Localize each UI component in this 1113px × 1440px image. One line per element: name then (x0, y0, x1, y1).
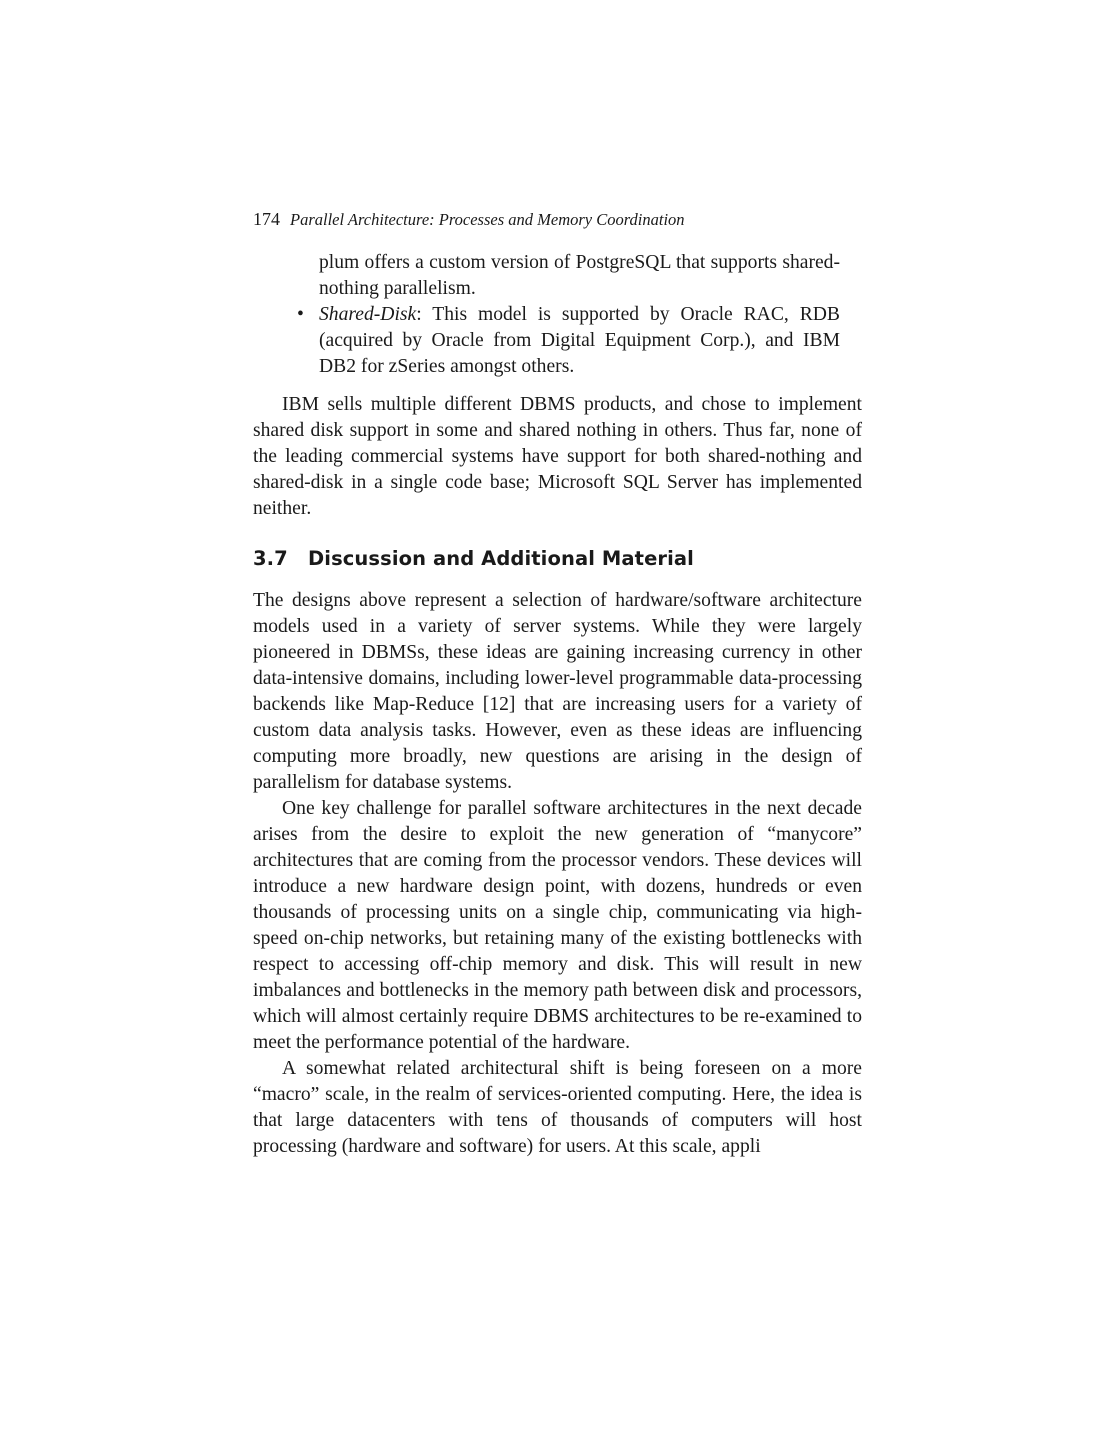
paragraph-ibm: IBM sells multiple different DBMS products, and chose to implement shared disk support in some and shared nothing in others. Thus far, none of the leading commercial systems have support for both shared-nothing and shared-disk in a single code base; Microsoft SQL Server has implemented neither. (253, 394, 862, 519)
paragraph-designs: The designs above represent a selection of hardware/software architecture models used in a variety of server systems. While they were largely pioneered in DBMSs, these ideas are gaining increasing currency in other data-intensive domains, including lower-level programmable data-processing backends like Map-Reduce [12] that are increasing users for a variety of custom data analysis tasks. However, even as these ideas are influencing computing more broadly, new questions are arising in the design of parallelism for database systems. (253, 590, 862, 793)
page (253, 206, 862, 1160)
bullet-item-shared-disk (253, 302, 840, 380)
bullet-icon: • (297, 304, 304, 325)
continuation-text: plum offers a custom version of PostgreSQL that supports shared-nothing parallelism. (319, 252, 840, 299)
running-title: Parallel Architecture: Processes and Memory Coordination (290, 210, 685, 229)
bullet-term: Shared-Disk (319, 304, 417, 325)
running-header (253, 206, 862, 232)
paragraph-manycore: One key challenge for parallel software architectures in the next decade arises from the desire to exploit the new generation of “manycore” architectures that are coming from the processor vendors. These devices will introduce a new hardware design point, with dozens, hundreds or even thousands of processing units on a single chip, communicating via high-speed on-chip networks, but retaining many of the existing bottlenecks with respect to accessing off-chip memory and disk. This will result in new imbalances and bottlenecks in the memory path between disk and processors, which will almost certainly require DBMS architectures to be re-examined to meet the performance potential of the hardware. (253, 798, 862, 1053)
page-number: 174 (253, 209, 280, 229)
section-heading (253, 546, 862, 572)
section-title: Discussion and Additional Material (308, 547, 694, 570)
paragraph-macro: A somewhat related architectural shift is being foreseen on a more “macro” scale, in the realm of services-oriented computing. Here, the idea is that large datacenters with tens of thousands of computers will host processing (hardware and software) for users. At this scale, appli (253, 1058, 862, 1157)
bullet-text: : This model is supported by Oracle RAC, RDB (acquired by Oracle from Digital Equipment Corp.), and IBM DB2 for zSeries amongst others. (319, 304, 840, 377)
section-number: 3.7 (253, 547, 288, 570)
